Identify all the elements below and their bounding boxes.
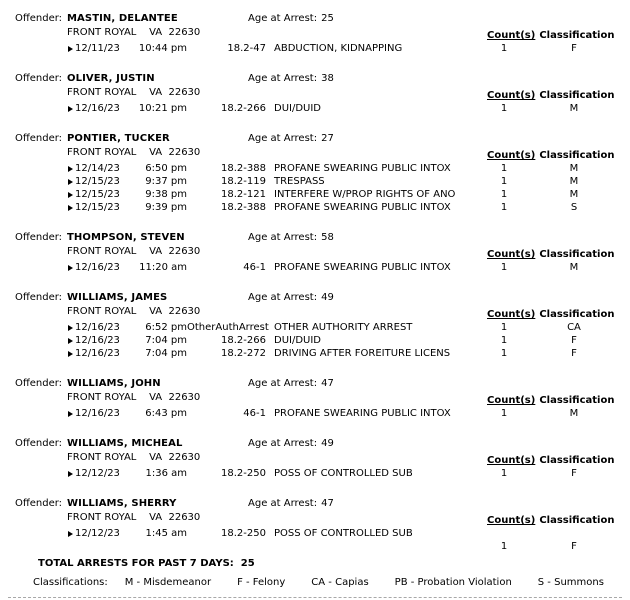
classification-header: Classification	[539, 90, 615, 101]
charge-code: 18.2-266	[221, 335, 266, 346]
charge-classification: F	[571, 468, 577, 479]
age-at-arrest	[248, 377, 334, 390]
offender-header-row	[15, 231, 630, 244]
arrow-icon	[68, 334, 75, 347]
counts-classification-header	[487, 90, 614, 102]
charge-list	[15, 42, 630, 55]
charge-code: 18.2-250	[221, 468, 266, 479]
charge-description: PROFANE SWEARING PUBLIC INTOX	[274, 202, 451, 213]
charge-classification: F	[571, 335, 577, 346]
charge-classification: M	[569, 103, 579, 114]
charge-row	[15, 162, 630, 175]
offender-label: Offender:	[15, 378, 63, 389]
legend-item: S - Summons	[537, 577, 604, 588]
total-arrests-label: TOTAL ARRESTS FOR PAST 7 DAYS:	[38, 558, 234, 569]
charge-count: 1	[500, 541, 508, 552]
offender-address: FRONT ROYAL VA 22630	[67, 87, 201, 98]
total-arrests-row	[38, 557, 630, 570]
offender-block	[15, 497, 630, 552]
charge-list	[15, 102, 630, 115]
legend-item: M - Misdemeanor	[124, 577, 212, 588]
age-at-arrest	[248, 231, 334, 244]
charge-description: PROFANE SWEARING PUBLIC INTOX	[274, 163, 451, 174]
offender-name: WILLIAMS, SHERRY	[67, 498, 177, 509]
charge-date: 12/15/23	[75, 176, 120, 187]
charge-code: 18.2-272	[221, 348, 266, 359]
age-value: 38	[321, 73, 334, 84]
offender-list	[15, 12, 630, 552]
counts-header: Count(s)	[487, 90, 536, 101]
offender-block	[15, 12, 630, 55]
offender-label: Offender:	[15, 498, 63, 509]
charge-time: 10:21 pm	[138, 103, 187, 114]
offender-label: Offender:	[15, 232, 63, 243]
charge-date: 12/14/23	[75, 163, 120, 174]
offender-label: Offender:	[15, 292, 63, 303]
charge-time: 10:44 pm	[138, 43, 187, 54]
charge-date: 12/16/23	[75, 103, 120, 114]
arrow-icon	[68, 42, 75, 55]
age-label: Age at Arrest:	[248, 133, 318, 144]
counts-header: Count(s)	[487, 455, 536, 466]
charge-description: PROFANE SWEARING PUBLIC INTOX	[274, 262, 451, 273]
charge-count: 1	[500, 163, 508, 174]
charge-time: 6:43 pm	[145, 408, 187, 419]
charge-count: 1	[500, 103, 508, 114]
offender-address: FRONT ROYAL VA 22630	[67, 392, 201, 403]
classification-header: Classification	[539, 455, 615, 466]
offender-address-row	[15, 26, 630, 40]
age-value: 47	[321, 378, 334, 389]
arrow-icon	[68, 321, 75, 334]
offender-block	[15, 437, 630, 480]
offender-header-row	[15, 437, 630, 450]
offender-address-row	[15, 245, 630, 259]
counts-header: Count(s)	[487, 515, 536, 526]
charge-row	[15, 102, 630, 115]
offender-address: FRONT ROYAL VA 22630	[67, 306, 201, 317]
charge-count: 1	[500, 468, 508, 479]
charge-date: 12/12/23	[75, 528, 120, 539]
arrow-icon	[68, 175, 75, 188]
charge-description: DUI/DUID	[274, 335, 322, 346]
age-at-arrest	[248, 291, 334, 304]
charge-date: 12/16/23	[75, 348, 120, 359]
charge-time: 9:39 pm	[145, 202, 187, 213]
counts-header: Count(s)	[487, 309, 536, 320]
counts-classification-header	[487, 395, 614, 407]
age-label: Age at Arrest:	[248, 292, 318, 303]
charge-date: 12/15/23	[75, 189, 120, 200]
offender-block	[15, 72, 630, 115]
classification-header: Classification	[539, 515, 615, 526]
charge-count: 1	[500, 348, 508, 359]
age-label: Age at Arrest:	[248, 232, 318, 243]
classification-header: Classification	[539, 309, 615, 320]
charge-row	[15, 347, 630, 360]
age-label: Age at Arrest:	[248, 438, 318, 449]
charge-classification: M	[569, 176, 579, 187]
age-label: Age at Arrest:	[248, 378, 318, 389]
charge-list	[15, 261, 630, 274]
charge-time: 7:04 pm	[145, 335, 187, 346]
charge-list	[15, 467, 630, 480]
age-value: 47	[321, 498, 334, 509]
counts-header: Count(s)	[487, 395, 536, 406]
charge-code: 18.2-121	[221, 189, 266, 200]
charge-time: 9:38 pm	[145, 189, 187, 200]
charge-date: 12/16/23	[75, 408, 120, 419]
age-value: 25	[321, 13, 334, 24]
arrow-icon	[68, 407, 75, 420]
charge-date: 12/16/23	[75, 335, 120, 346]
offender-header-row	[15, 291, 630, 304]
offender-address-row	[15, 391, 630, 405]
offender-block	[15, 291, 630, 360]
classification-header: Classification	[539, 395, 615, 406]
legend-item: PB - Probation Violation	[394, 577, 512, 588]
charge-time: 6:50 pm	[145, 163, 187, 174]
arrow-icon	[68, 527, 75, 540]
classification-header: Classification	[539, 249, 615, 260]
charge-date: 12/15/23	[75, 202, 120, 213]
charge-count: 1	[500, 43, 508, 54]
offender-name: WILLIAMS, JOHN	[67, 378, 161, 389]
age-at-arrest	[248, 437, 334, 450]
age-label: Age at Arrest:	[248, 13, 318, 24]
offender-name: WILLIAMS, JAMES	[67, 292, 168, 303]
charge-row	[15, 527, 630, 552]
counts-classification-header	[487, 309, 614, 321]
offender-header-row	[15, 12, 630, 25]
charge-row	[15, 201, 630, 214]
charge-row	[15, 467, 630, 480]
charge-count: 1	[500, 176, 508, 187]
arrow-icon	[68, 467, 75, 480]
offender-block	[15, 377, 630, 420]
charge-list	[15, 407, 630, 420]
classification-header: Classification	[539, 150, 615, 161]
charge-code: 18.2-266	[221, 103, 266, 114]
offender-address: FRONT ROYAL VA 22630	[67, 452, 201, 463]
charge-description: ABDUCTION, KIDNAPPING	[274, 43, 403, 54]
charge-time: 9:37 pm	[145, 176, 187, 187]
offender-address: FRONT ROYAL VA 22630	[67, 147, 201, 158]
charge-list	[15, 527, 630, 552]
offender-address-row	[15, 451, 630, 465]
charge-count: 1	[500, 202, 508, 213]
offender-name: THOMPSON, STEVEN	[67, 232, 185, 243]
legend-item: F - Felony	[237, 577, 286, 588]
arrow-icon	[68, 102, 75, 115]
offender-name: PONTIER, TUCKER	[67, 133, 170, 144]
charge-description: DRIVING AFTER FOREITURE LICENS	[274, 348, 451, 359]
charge-time: 1:45 am	[145, 528, 187, 539]
charge-count: 1	[500, 335, 508, 346]
charge-time: 6:52 pm	[145, 322, 187, 333]
offender-label: Offender:	[15, 438, 63, 449]
offender-header-row	[15, 497, 630, 510]
total-arrests-value: 25	[240, 558, 255, 569]
counts-classification-header	[487, 249, 614, 261]
charge-classification: F	[571, 348, 577, 359]
charge-date: 12/16/23	[75, 262, 120, 273]
offender-address-row	[15, 86, 630, 100]
charge-row	[15, 42, 630, 55]
charge-row	[15, 175, 630, 188]
arrow-icon	[68, 201, 75, 214]
age-at-arrest	[248, 132, 334, 145]
counts-header: Count(s)	[487, 150, 536, 161]
charge-time: 7:04 pm	[145, 348, 187, 359]
legend-item: CA - Capias	[311, 577, 369, 588]
classifications-legend	[33, 576, 630, 589]
charge-row	[15, 261, 630, 274]
offender-block	[15, 231, 630, 274]
age-value: 27	[321, 133, 334, 144]
charge-description: PROFANE SWEARING PUBLIC INTOX	[274, 408, 451, 419]
classifications-label: Classifications:	[33, 577, 108, 588]
charge-code: 18.2-47	[227, 43, 266, 54]
offender-name: MASTIN, DELANTEE	[67, 13, 178, 24]
age-value: 58	[321, 232, 334, 243]
charge-description: POSS OF CONTROLLED SUB	[274, 468, 413, 479]
charge-count: 1	[500, 262, 508, 273]
counts-header: Count(s)	[487, 249, 536, 260]
charge-classification: M	[569, 262, 579, 273]
age-value: 49	[321, 292, 334, 303]
charge-time: 1:36 am	[145, 468, 187, 479]
charge-description: INTERFERE W/PROP RIGHTS OF ANO	[274, 189, 456, 200]
charge-time: 11:20 am	[139, 262, 187, 273]
arrow-icon	[68, 261, 75, 274]
age-label: Age at Arrest:	[248, 73, 318, 84]
charge-classification: M	[569, 408, 579, 419]
offender-name: WILLIAMS, MICHEAL	[67, 438, 183, 449]
age-at-arrest	[248, 497, 334, 510]
counts-classification-header	[487, 455, 614, 467]
charge-description: POSS OF CONTROLLED SUB	[274, 528, 413, 539]
offender-header-row	[15, 72, 630, 85]
age-value: 49	[321, 438, 334, 449]
offender-label: Offender:	[15, 133, 63, 144]
charge-code: OtherAuthArrest	[187, 322, 269, 333]
charge-count: 1	[500, 322, 508, 333]
age-label: Age at Arrest:	[248, 498, 318, 509]
charge-description: TRESPASS	[274, 176, 325, 187]
charge-classification: M	[569, 163, 579, 174]
arrow-icon	[68, 162, 75, 175]
charge-list	[15, 162, 630, 214]
counts-classification-header	[487, 150, 614, 162]
age-at-arrest	[248, 72, 334, 85]
arrow-icon	[68, 347, 75, 360]
charge-classification: S	[570, 202, 578, 213]
offender-address: FRONT ROYAL VA 22630	[67, 246, 201, 257]
charge-row	[15, 188, 630, 201]
counts-classification-header	[487, 515, 614, 527]
offender-block	[15, 132, 630, 214]
charge-list	[15, 321, 630, 360]
offender-address: FRONT ROYAL VA 22630	[67, 512, 201, 523]
offender-header-row	[15, 132, 630, 145]
charge-code: 18.2-388	[221, 163, 266, 174]
charge-description: DUI/DUID	[274, 103, 322, 114]
bottom-divider	[8, 597, 622, 598]
charge-classification: CA	[567, 322, 581, 333]
offender-header-row	[15, 377, 630, 390]
age-at-arrest	[248, 12, 334, 25]
charge-code: 18.2-119	[221, 176, 266, 187]
offender-address-row	[15, 146, 630, 160]
charge-classification: M	[569, 189, 579, 200]
charge-row	[15, 334, 630, 347]
offender-label: Offender:	[15, 13, 63, 24]
offender-label: Offender:	[15, 73, 63, 84]
charge-count: 1	[500, 408, 508, 419]
charge-date: 12/12/23	[75, 468, 120, 479]
charge-date: 12/11/23	[75, 43, 120, 54]
arrow-icon	[68, 188, 75, 201]
charge-classification: F	[571, 541, 577, 552]
charge-code: 46-1	[243, 262, 266, 273]
charge-row	[15, 321, 630, 334]
classification-header: Classification	[539, 30, 615, 41]
charge-code: 18.2-250	[221, 528, 266, 539]
counts-header: Count(s)	[487, 30, 536, 41]
charge-row	[15, 407, 630, 420]
charge-date: 12/16/23	[75, 322, 120, 333]
offender-address-row	[15, 305, 630, 319]
charge-description: OTHER AUTHORITY ARREST	[274, 322, 413, 333]
charge-code: 46-1	[243, 408, 266, 419]
offender-name: OLIVER, JUSTIN	[67, 73, 155, 84]
charge-code: 18.2-388	[221, 202, 266, 213]
counts-classification-header	[487, 30, 614, 42]
charge-count: 1	[500, 189, 508, 200]
offender-address-row	[15, 511, 630, 525]
charge-classification: F	[571, 43, 577, 54]
offender-address: FRONT ROYAL VA 22630	[67, 27, 201, 38]
